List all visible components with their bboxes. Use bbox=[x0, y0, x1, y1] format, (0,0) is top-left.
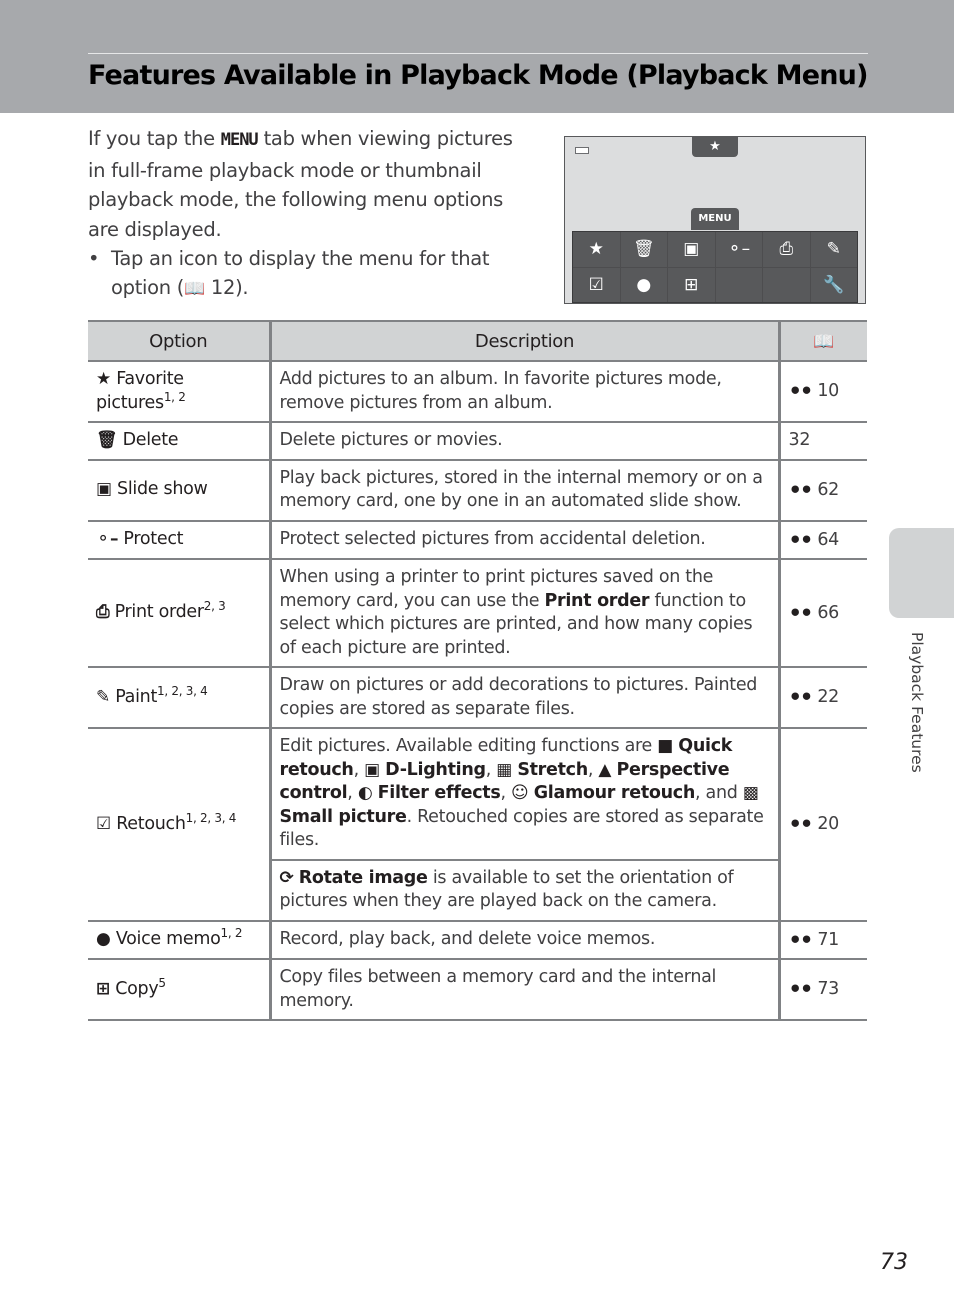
print-order-icon[interactable]: ⎙ bbox=[763, 232, 810, 267]
stretch-icon: ▦ bbox=[496, 759, 513, 780]
side-tab-label: Playback Features bbox=[908, 632, 926, 773]
ref-cell bbox=[779, 521, 867, 560]
reference-section-icon: ⚫⚫ bbox=[788, 687, 812, 707]
desc-bold: Filter effects bbox=[377, 783, 501, 803]
bullet-post: ). bbox=[235, 276, 249, 299]
desc-text: is available to set the orientation of pictures when they are played back on the camera. bbox=[279, 867, 734, 911]
header-ref bbox=[779, 321, 867, 361]
option-label: Slide show bbox=[117, 479, 208, 500]
small-picture-icon: ▩ bbox=[742, 783, 759, 803]
description-cell: Protect selected pictures from accidental deletion. bbox=[270, 521, 779, 560]
intro-pre: If you tap the bbox=[88, 127, 221, 150]
voice-memo-icon[interactable]: ● bbox=[621, 268, 668, 303]
reference-section-icon: ⚫⚫ bbox=[788, 479, 812, 499]
reference-section-icon: ⚫⚫ bbox=[788, 929, 812, 949]
footnote-ref: 1, 2, 3, 4 bbox=[157, 683, 208, 698]
description-cell: Play back pictures, stored in the internal memory or on a memory card, one by one in an automated slide show. bbox=[270, 460, 779, 521]
option-cell bbox=[88, 460, 270, 521]
option-cell bbox=[88, 667, 270, 728]
ref-cell bbox=[779, 667, 867, 728]
empty-cell bbox=[716, 268, 763, 303]
reference-section-icon: ⚫⚫ bbox=[788, 979, 812, 999]
reference-section-icon: ⚫⚫ bbox=[788, 381, 812, 401]
menu-word: MENU bbox=[220, 130, 258, 150]
ref-page: 71 bbox=[817, 929, 839, 950]
intro-bullet bbox=[88, 244, 533, 304]
bullet-pre: Tap an icon to display the menu for that option ( bbox=[111, 247, 490, 299]
battery-icon bbox=[575, 147, 589, 154]
option-label: Retouch bbox=[116, 813, 186, 834]
desc-bold: Perspective control bbox=[279, 759, 730, 803]
ref-page: 73 bbox=[817, 979, 839, 1000]
ref-cell bbox=[779, 422, 867, 460]
table-row bbox=[88, 667, 867, 728]
reference-section-icon: ⚫⚫ bbox=[788, 814, 812, 833]
bullet-text bbox=[111, 244, 533, 304]
options-table bbox=[88, 320, 867, 1021]
book-icon: 📖 bbox=[184, 279, 205, 299]
header-band bbox=[0, 0, 954, 113]
option-cell bbox=[88, 921, 270, 960]
table-row bbox=[88, 921, 867, 960]
favorite-icon: ★ bbox=[96, 369, 111, 389]
copy-icon: ⊞ bbox=[96, 978, 110, 999]
desc-text: , and bbox=[695, 783, 743, 803]
paint-icon[interactable]: ✎ bbox=[811, 232, 858, 267]
quick-retouch-icon: ■ bbox=[657, 736, 674, 756]
desc-bold: Glamour retouch bbox=[533, 783, 695, 803]
desc-text: When using a printer to print pictures saved on the memory card, you can use the bbox=[279, 567, 714, 611]
desc-bold: Rotate image bbox=[298, 867, 428, 888]
description-cell: Record, play back, and delete voice memos. bbox=[270, 921, 779, 960]
option-label: Delete bbox=[122, 430, 179, 450]
option-cell bbox=[88, 361, 270, 422]
desc-text: Edit pictures. Available editing functions are bbox=[279, 736, 658, 756]
intro-post: tab when viewing pictures in full-frame playback mode or thumbnail playback mode, the following menu options are displayed. bbox=[88, 127, 513, 241]
desc-bold: D-Lighting bbox=[385, 759, 486, 780]
perspective-icon: ▲ bbox=[598, 759, 612, 780]
filter-effects-icon: ◐ bbox=[357, 783, 373, 803]
paint-icon: ✎ bbox=[96, 686, 110, 707]
description-cell bbox=[270, 860, 779, 921]
slide-show-icon[interactable]: ▣ bbox=[668, 232, 715, 267]
option-label: Favorite pictures bbox=[96, 369, 184, 413]
desc-bold: Small picture bbox=[279, 806, 407, 827]
ref-page: 32 bbox=[788, 430, 811, 450]
table-header-row bbox=[88, 321, 867, 361]
intro-paragraph bbox=[88, 124, 533, 244]
ref-cell bbox=[779, 460, 867, 521]
option-label: Paint bbox=[115, 686, 158, 707]
desc-bold: Quick retouch bbox=[279, 736, 733, 780]
empty-cell bbox=[763, 268, 810, 303]
book-icon: 📖 bbox=[813, 331, 835, 352]
copy-icon[interactable]: ⊞ bbox=[668, 268, 715, 303]
menu-tab[interactable]: MENU bbox=[691, 208, 739, 230]
star-icon[interactable]: ★ bbox=[692, 137, 738, 157]
rotate-image-icon: ⟳ bbox=[279, 867, 294, 888]
book-ref: 12 bbox=[210, 276, 236, 299]
ref-page: 62 bbox=[817, 479, 839, 500]
description-cell: Delete pictures or movies. bbox=[270, 422, 779, 460]
table-row bbox=[88, 460, 867, 521]
option-cell bbox=[88, 422, 270, 460]
ref-cell bbox=[779, 361, 867, 422]
table-row bbox=[88, 422, 867, 460]
glamour-retouch-icon: ☺ bbox=[511, 783, 529, 803]
bullet-dot: • bbox=[88, 247, 100, 270]
reference-section-icon: ⚫⚫ bbox=[788, 602, 812, 622]
ref-page: 22 bbox=[817, 687, 839, 708]
option-cell bbox=[88, 728, 270, 921]
ref-page: 20 bbox=[817, 814, 839, 834]
page-title: Features Available in Playback Mode (Playback Menu) bbox=[88, 60, 868, 91]
header-description: Description bbox=[270, 321, 779, 361]
desc-bold: Print order bbox=[544, 590, 650, 611]
delete-icon: 🗑 bbox=[96, 430, 118, 450]
print-order-icon: ⎙ bbox=[96, 602, 110, 623]
description-cell: Draw on pictures or add decorations to pictures. Painted copies are stored as separate files. bbox=[270, 667, 779, 728]
retouch-icon[interactable]: ☑ bbox=[573, 268, 620, 303]
table-row bbox=[88, 959, 867, 1020]
option-label: Protect bbox=[123, 529, 184, 549]
protect-icon[interactable]: ⚬– bbox=[716, 232, 763, 267]
table-row bbox=[88, 728, 867, 860]
delete-icon[interactable]: 🗑 bbox=[621, 232, 668, 267]
description-cell: Edit pictures. Available editing functions are ■ Quick retouch, ▣ D-Lighting, ▦ Stretch, ▲ Perspective control, ◐ Filter effects, ☺ Glamour retouch, and ▩ Small picture. Retouched copies are stored as separate files. bbox=[270, 728, 779, 860]
slide-show-icon: ▣ bbox=[96, 479, 112, 500]
retouch-icon: ☑ bbox=[96, 813, 111, 834]
camera-screen bbox=[564, 136, 866, 304]
option-label: Copy bbox=[115, 978, 159, 999]
table-row bbox=[88, 521, 867, 560]
footnote-ref: 1, 2 bbox=[220, 926, 243, 941]
setup-icon[interactable]: 🔧 bbox=[811, 268, 858, 303]
table-row bbox=[88, 559, 867, 667]
desc-bold: Stretch bbox=[517, 759, 588, 780]
protect-icon: ⚬– bbox=[96, 529, 119, 549]
option-cell bbox=[88, 959, 270, 1020]
footnote-ref: 2, 3 bbox=[203, 599, 226, 614]
favorite-icon[interactable]: ★ bbox=[573, 232, 620, 267]
footnote-ref: 1, 2 bbox=[163, 389, 186, 404]
ref-cell bbox=[779, 959, 867, 1020]
reference-section-icon: ⚫⚫ bbox=[788, 529, 812, 549]
ref-cell bbox=[779, 559, 867, 667]
icon-grid bbox=[572, 231, 858, 303]
description-cell: Add pictures to an album. In favorite pictures mode, remove pictures from an album. bbox=[270, 361, 779, 422]
side-tab bbox=[889, 528, 954, 618]
option-label: Print order bbox=[114, 602, 204, 623]
footnote-ref: 1, 2, 3, 4 bbox=[185, 810, 237, 825]
ref-page: 10 bbox=[817, 381, 839, 402]
desc-text: . Retouched copies are stored as separate files. bbox=[279, 806, 764, 850]
page-number: 73 bbox=[880, 1250, 908, 1275]
header-option: Option bbox=[88, 321, 270, 361]
header-rule bbox=[88, 53, 868, 54]
description-cell bbox=[270, 559, 779, 667]
option-cell bbox=[88, 521, 270, 560]
voice-memo-icon: ● bbox=[96, 929, 111, 949]
description-cell: Copy files between a memory card and the internal memory. bbox=[270, 959, 779, 1020]
ref-page: 66 bbox=[817, 602, 839, 623]
option-label: Voice memo bbox=[115, 929, 221, 949]
d-lighting-icon: ▣ bbox=[364, 759, 380, 780]
ref-cell bbox=[779, 728, 867, 921]
ref-page: 64 bbox=[817, 529, 839, 550]
table-row bbox=[88, 361, 867, 422]
ref-cell bbox=[779, 921, 867, 960]
footnote-ref: 5 bbox=[158, 975, 166, 990]
desc-text: function to select which pictures are printed, and how many copies of each picture are printed. bbox=[279, 590, 753, 658]
option-cell bbox=[88, 559, 270, 667]
